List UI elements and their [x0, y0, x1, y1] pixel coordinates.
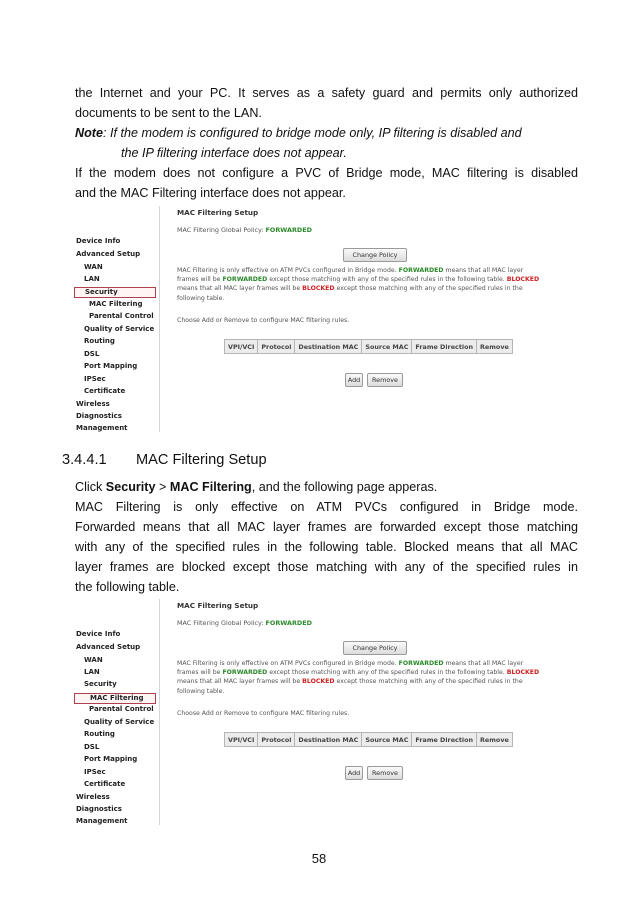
- nav-sidebar: [73, 206, 160, 432]
- sidebar-item-certificate[interactable]: Certificate: [84, 387, 126, 395]
- body-line: the following table.: [75, 580, 180, 594]
- desc-text: frames will be: [177, 669, 221, 677]
- remove-button[interactable]: Remove: [367, 373, 403, 387]
- col-header: Source MAC: [362, 733, 412, 747]
- col-header: Destination MAC: [295, 340, 362, 354]
- sidebar-item-management[interactable]: Management: [76, 817, 128, 825]
- desc-line: [177, 275, 577, 284]
- add-button[interactable]: Add: [345, 766, 363, 780]
- body-line: MAC Filtering is only effective on ATM PVCs configured in Bridge mode.: [75, 500, 578, 514]
- desc-line: following table.: [177, 294, 225, 302]
- desc-text: except those matching with any of the specified rules in the: [336, 285, 523, 293]
- blocked-keyword: BLOCKED: [302, 285, 335, 293]
- sidebar-item-routing[interactable]: Routing: [84, 730, 115, 738]
- mac-filtering-screenshot-2: [73, 599, 578, 825]
- note-continuation: the IP filtering interface does not appear.: [121, 146, 347, 160]
- desc-line: [177, 659, 577, 668]
- remove-button[interactable]: Remove: [367, 766, 403, 780]
- sidebar-item-diagnostics[interactable]: Diagnostics: [76, 412, 122, 420]
- col-header: Frame Direction: [412, 733, 477, 747]
- page-number: 58: [311, 851, 327, 866]
- sidebar-item-parental-control[interactable]: Parental Control: [89, 312, 154, 320]
- sidebar-item-advanced-setup[interactable]: Advanced Setup: [76, 250, 141, 258]
- global-policy: [177, 619, 312, 627]
- click-text: Click: [75, 480, 103, 494]
- sidebar-item-port-mapping[interactable]: Port Mapping: [84, 362, 138, 370]
- sidebar-item-device-info[interactable]: Device Info: [76, 237, 121, 245]
- sidebar-item-parental-control[interactable]: Parental Control: [89, 705, 154, 713]
- desc-text: frames will be: [177, 276, 221, 284]
- mac-filtering-content: [177, 206, 577, 432]
- forwarded-keyword: FORWARDED: [222, 669, 268, 677]
- col-header: VPI/VCI: [225, 340, 258, 354]
- intro-paragraph: [75, 83, 578, 203]
- sidebar-item-dsl[interactable]: DSL: [84, 350, 100, 358]
- section-number: 3.4.4.1: [62, 452, 107, 468]
- col-header: Protocol: [258, 340, 295, 354]
- mac-filter-description: [177, 266, 577, 303]
- sidebar-item-security[interactable]: Security: [74, 287, 156, 298]
- table-header-row: [225, 340, 513, 354]
- desc-text: means that all MAC layer: [445, 660, 524, 667]
- policy-label: MAC Filtering Global Policy:: [177, 619, 264, 627]
- sidebar-item-wan[interactable]: WAN: [84, 656, 103, 664]
- desc-line: [177, 284, 577, 293]
- global-policy: [177, 226, 312, 234]
- intro-line: documents to be sent to the LAN.: [75, 106, 262, 120]
- sidebar-item-lan[interactable]: LAN: [84, 275, 100, 283]
- note-text: : If the modem is configured to bridge mode only, IP filtering is disabled and: [103, 126, 522, 140]
- change-policy-button[interactable]: Change Policy: [343, 248, 407, 262]
- forwarded-keyword: FORWARDED: [398, 660, 444, 667]
- policy-value: FORWARDED: [265, 619, 312, 627]
- desc-line: [177, 677, 577, 686]
- sidebar-item-advanced-setup[interactable]: Advanced Setup: [76, 643, 141, 651]
- note-line: [75, 123, 578, 143]
- forwarded-keyword: FORWARDED: [222, 276, 268, 284]
- sidebar-item-wireless[interactable]: Wireless: [76, 400, 110, 408]
- desc-text: MAC Filtering is only effective on ATM PVCs configured in Bridge mode.: [177, 267, 397, 274]
- col-header: Remove: [477, 340, 513, 354]
- body-line: with any of the specified rules in the following table. Blocked means that all MAC: [75, 540, 578, 554]
- policy-label: MAC Filtering Global Policy:: [177, 226, 264, 234]
- sidebar-item-routing[interactable]: Routing: [84, 337, 115, 345]
- section-title: MAC Filtering Setup: [136, 452, 267, 468]
- desc-text: except those matching with any of the specified rules in the: [336, 678, 523, 686]
- col-header: Frame Direction: [412, 340, 477, 354]
- screen-title: MAC Filtering Setup: [177, 601, 259, 610]
- note-label: Note: [75, 126, 103, 140]
- add-button[interactable]: Add: [345, 373, 363, 387]
- col-header: Destination MAC: [295, 733, 362, 747]
- sidebar-item-wan[interactable]: WAN: [84, 263, 103, 271]
- sidebar-item-port-mapping[interactable]: Port Mapping: [84, 755, 138, 763]
- col-header: VPI/VCI: [225, 733, 258, 747]
- choose-instruction: Choose Add or Remove to configure MAC filtering rules.: [177, 710, 350, 717]
- forwarded-keyword: FORWARDED: [398, 267, 444, 274]
- body-paragraph: [75, 477, 578, 597]
- sidebar-item-quality-of-service[interactable]: Quality of Service: [84, 718, 155, 726]
- sidebar-item-mac-filtering[interactable]: MAC Filtering: [74, 693, 156, 704]
- body-line: layer frames are blocked except those matching with any of the specified rules in: [75, 560, 578, 574]
- sidebar-item-wireless[interactable]: Wireless: [76, 793, 110, 801]
- blocked-keyword: BLOCKED: [506, 276, 540, 284]
- intro-line: and the MAC Filtering interface does not appear.: [75, 186, 346, 200]
- menu-separator: >: [159, 480, 167, 494]
- nav-sidebar: [73, 599, 160, 825]
- desc-text: means that all MAC layer frames will be: [177, 285, 301, 293]
- intro-line: If the modem does not configure a PVC of Bridge mode, MAC filtering is disabled: [75, 166, 578, 180]
- desc-text: except those matching with any of the specified rules in the following table.: [269, 276, 505, 284]
- security-menu-ref: Security: [105, 480, 156, 494]
- sidebar-item-lan[interactable]: LAN: [84, 668, 100, 676]
- sidebar-item-quality-of-service[interactable]: Quality of Service: [84, 325, 155, 333]
- intro-line: the Internet and your PC. It serves as a safety guard and permits only authorized: [75, 86, 578, 100]
- mac-filtering-screenshot-1: [73, 206, 578, 432]
- body-line: Forwarded means that all MAC layer frames are forwarded except those matching: [75, 520, 578, 534]
- screen-title: MAC Filtering Setup: [177, 208, 259, 217]
- blocked-keyword: BLOCKED: [302, 678, 335, 686]
- sidebar-item-ipsec[interactable]: IPSec: [84, 375, 106, 383]
- table-header-row: [225, 733, 513, 747]
- desc-line: following table.: [177, 687, 225, 695]
- choose-instruction: Choose Add or Remove to configure MAC filtering rules.: [177, 317, 350, 324]
- mac-filter-description: [177, 659, 577, 696]
- mac-filtering-menu-ref: MAC Filtering: [169, 480, 252, 494]
- sidebar-item-dsl[interactable]: DSL: [84, 743, 100, 751]
- sidebar-item-device-info[interactable]: Device Info: [76, 630, 121, 638]
- sidebar-item-security[interactable]: Security: [84, 680, 117, 688]
- col-header: Remove: [477, 733, 513, 747]
- desc-line: [177, 668, 577, 677]
- desc-line: [177, 266, 577, 275]
- mac-rules-table: [224, 732, 513, 747]
- policy-value: FORWARDED: [265, 226, 312, 234]
- sidebar-item-mac-filtering[interactable]: MAC Filtering: [89, 300, 143, 308]
- sidebar-item-ipsec[interactable]: IPSec: [84, 768, 106, 776]
- desc-text: means that all MAC layer: [445, 267, 524, 274]
- col-header: Source MAC: [362, 340, 412, 354]
- desc-text: except those matching with any of the specified rules in the following table.: [269, 669, 505, 677]
- click-text: , and the following page apperas.: [251, 480, 438, 494]
- sidebar-item-diagnostics[interactable]: Diagnostics: [76, 805, 122, 813]
- mac-filtering-content: [177, 599, 577, 825]
- sidebar-item-certificate[interactable]: Certificate: [84, 780, 126, 788]
- col-header: Protocol: [258, 733, 295, 747]
- blocked-keyword: BLOCKED: [506, 669, 540, 677]
- section-heading: [62, 452, 267, 468]
- desc-text: MAC Filtering is only effective on ATM PVCs configured in Bridge mode.: [177, 660, 397, 667]
- sidebar-item-management[interactable]: Management: [76, 424, 128, 432]
- desc-text: means that all MAC layer frames will be: [177, 678, 301, 686]
- mac-rules-table: [224, 339, 513, 354]
- change-policy-button[interactable]: Change Policy: [343, 641, 407, 655]
- click-instruction: [75, 477, 578, 497]
